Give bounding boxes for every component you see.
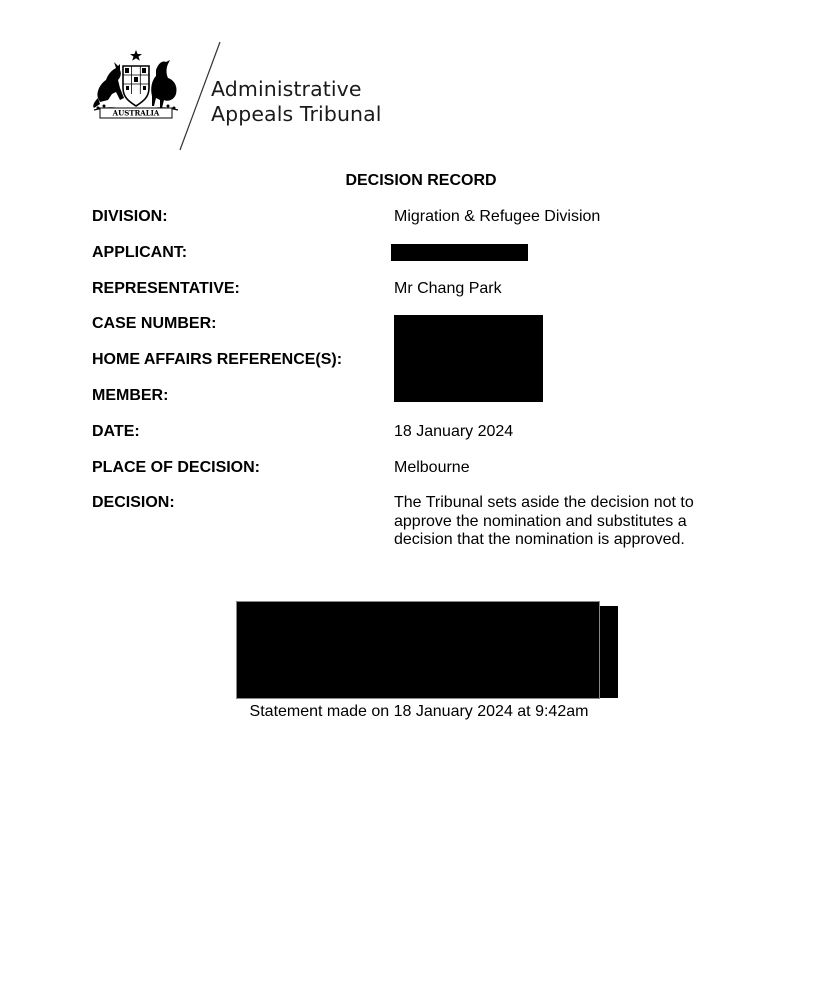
organisation-name-line2: Appeals Tribunal: [211, 102, 382, 126]
date-value: 18 January 2024: [394, 423, 514, 440]
organisation-name: [211, 77, 382, 127]
signature-redaction-extension: [600, 606, 618, 698]
date-label: DATE:: [92, 423, 140, 440]
decision-label: DECISION:: [92, 494, 175, 511]
signature-caption: Statement made on 18 January 2024 at 9:42am: [249, 703, 589, 720]
decision-text-line: approve the nomination and substitutes a: [394, 512, 687, 530]
representative-value: Mr Chang Park: [394, 280, 502, 297]
member-label: MEMBER:: [92, 387, 169, 404]
decision-text-line: The Tribunal sets aside the decision not to: [394, 494, 694, 511]
coat-of-arms-icon: [90, 48, 182, 120]
signature-redaction: [236, 601, 620, 701]
representative-label: REPRESENTATIVE:: [92, 280, 240, 297]
document-title: DECISION RECORD: [345, 172, 497, 189]
applicant-label: APPLICANT:: [92, 244, 188, 261]
division-label: DIVISION:: [92, 208, 168, 225]
place-of-decision-value: Melbourne: [394, 459, 470, 476]
decision-text: [394, 494, 694, 550]
decision-text-line: decision that the nomination is approved.: [394, 531, 685, 548]
case-member-redaction: [394, 315, 543, 402]
applicant-redaction: [391, 244, 528, 261]
case-number-label: CASE NUMBER:: [92, 315, 217, 332]
signature-frame: [236, 601, 600, 699]
division-value: Migration & Refugee Division: [394, 208, 601, 225]
crest-scroll-label: AUSTRALIA: [112, 108, 160, 118]
place-of-decision-label: PLACE OF DECISION:: [92, 459, 261, 476]
organisation-name-line1: Administrative: [211, 77, 362, 101]
tribunal-logo: [90, 40, 400, 152]
home-affairs-reference-label: HOME AFFAIRS REFERENCE(S):: [92, 351, 343, 368]
